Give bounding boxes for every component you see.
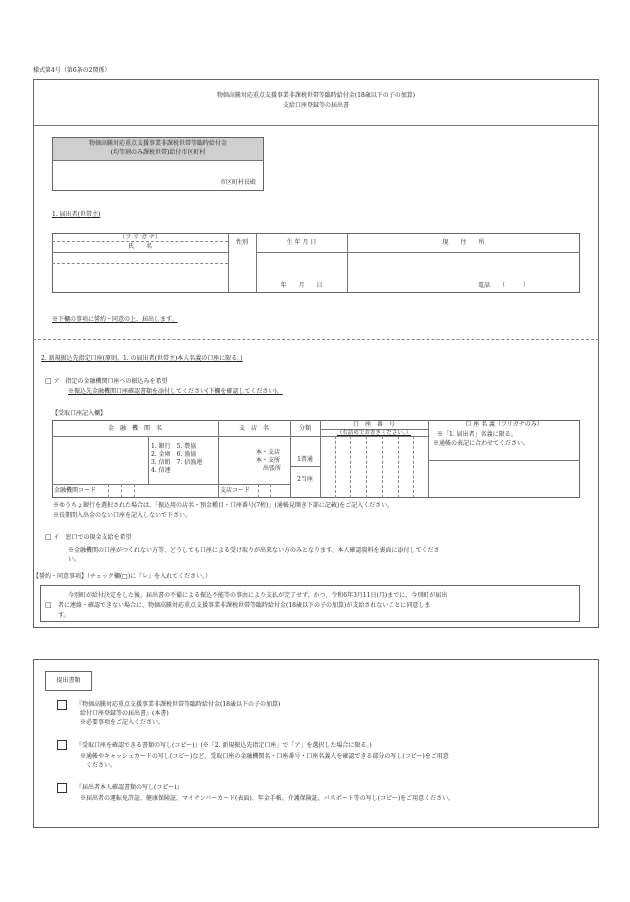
account-holder-header: 口 座 名 義（フリガナのみ） <box>465 421 543 428</box>
option-i-note-2: い。 <box>68 556 81 563</box>
pledge-line-1: 今別町が給付決定をした後、届出書の不備による振込不能等の事由により支払が完了せず、かつ、令和6年3月11日(月)までに、今別町が届出 <box>68 592 448 599</box>
birthdate-format: 年 月 日 <box>280 282 323 289</box>
option-i-label: イ 窓口での現金支給を希望 <box>53 534 132 541</box>
document-1-title-2: 給付口座登録等の届出書』(本書) <box>80 710 169 717</box>
account-type-2: 2当座 <box>297 476 313 483</box>
bank-code-label: 金融機関コード <box>54 487 97 494</box>
birthdate-label: 生 年 月 日 <box>286 239 317 246</box>
document-2-checkbox[interactable] <box>57 740 67 750</box>
consent-note: ※下欄の事項に誓約・同意の上、届出します。 <box>52 316 178 323</box>
pledge-consent-checkbox[interactable]: □ <box>45 601 52 609</box>
account-number-subheader: （右詰めでお書きください。） <box>336 430 412 436</box>
documents-label: 提出書類 <box>56 677 81 684</box>
document-3-title: 『届出者本人確認書類の写し(コピー)』 <box>76 784 183 791</box>
pledge-line-2: 者に連絡・確認できない場合に、物価高騰対応重点支援事業非課税世帯等臨時給付金(18歳以下の子の加算)が支給されないことに同意しま <box>58 602 431 609</box>
option-a-note: ※振込先金融機関口座確認書類を添付してください(下欄を確認してください)。 <box>68 388 283 395</box>
option-i[interactable] <box>45 533 132 542</box>
document-2-note-2: ください。 <box>86 762 117 769</box>
branch-code-label: 支店コード <box>220 487 251 494</box>
yucho-note: ※ゆうちょ銀行を選択された場合は、「振込用の店名・預金種目・口座番号(7桁)」(通帳見開き下部に記載)をご記入ください。 <box>53 502 394 509</box>
form-subtitle: 支給口座登録等の届出書 <box>282 102 349 109</box>
bank-type-2: 2. 金庫 6. 漁協 <box>151 451 197 458</box>
pledge-heading: 【誓約・同意事項】（チェック欄(□)に『レ』を入れてください。） <box>33 573 212 580</box>
holder-note-2: ※通帳の表記に合わせてください。 <box>433 440 530 447</box>
form-title: 物価高騰対応重点支援事業非課税世帯等臨時給付金(18歳以下の子の加算) <box>216 92 416 99</box>
address-label: 現 住 所 <box>442 239 485 246</box>
addressee-line2: (均等割のみ課税世帯)給付市区町村 <box>110 149 206 156</box>
phone-label: 電話 （ ） <box>478 282 530 289</box>
holder-note-1: ※「1. 届出者」名義に限る。 <box>437 431 517 438</box>
branch-name-header: 支 店 名 <box>238 425 269 432</box>
pledge-line-3: す。 <box>58 612 70 619</box>
branch-type-2: 本・支所 <box>256 457 281 464</box>
section2-heading: 2. 新規振込先指定口座(原則、1. の届出者(世帯主)本人名義の口座に限る。) <box>41 355 243 362</box>
form-number: 様式第4号（第6条の2関係） <box>33 67 111 74</box>
bank-name-header: 金 融 機 関 名 <box>107 425 162 432</box>
option-i-checkbox[interactable]: □ <box>45 533 52 541</box>
account-type-1: 1普通 <box>297 456 313 463</box>
option-a-label: ア 指定の金融機関口座への振込みを希望 <box>53 378 168 385</box>
branch-type-3: 出張所 <box>263 465 282 472</box>
option-a-checkbox[interactable]: □ <box>45 377 52 385</box>
bank-type-1: 1. 銀行 5. 農協 <box>151 443 197 450</box>
gender-label: 性別 <box>235 239 248 246</box>
option-i-note-1: ※金融機関の口座がつくれない方等、どうしても口座による受け取りが出来ない方のみとなります。本人確認資料を裏面に添付してくださ <box>68 547 440 554</box>
longterm-note: ※長期間入出金のない口座を記入しないで下さい。 <box>53 512 192 519</box>
addressee-line1: 物価高騰対応重点支援事業非課税世帯等臨時給付金 <box>88 140 227 147</box>
account-number-header: 口 座 番 号 <box>352 421 395 428</box>
document-1-checkbox[interactable] <box>57 700 67 710</box>
document-1-title: 『物価高騰対応重点支援事業非課税世帯等臨時給付金(18歳以下の子の加算) <box>76 701 281 708</box>
document-1-note: ※必要事項をご記入ください。 <box>80 719 165 726</box>
option-a[interactable] <box>45 377 168 386</box>
addressee-mayor: 市区町村長殿 <box>219 179 256 186</box>
document-2-title: 『受取口座を確認できる書類の写し(コピー)』(※「2. 新規振込先指定口座」で「ア」を選択した場合に限る。) <box>76 742 372 749</box>
account-type-header: 分類 <box>298 425 311 432</box>
branch-type-1: 本・支店 <box>256 449 281 456</box>
document-3-note: ※届出者の運転免許証、健康保険証、マイナンバーカード(表面)、年金手帳、介護保険証、パスポート等の写し(コピー)をご用意ください。 <box>80 795 455 802</box>
document-2-note: ※通帳やキャッシュカードの写し(コピー)など、受取口座の金融機関名・口座番号・口座名義人を確認できる部分の写し(コピー)をご用意 <box>80 753 449 760</box>
receive-account-label: 【受取口座記入欄】 <box>52 410 107 417</box>
document-3-checkbox[interactable] <box>57 783 67 793</box>
furigana-label: （フ リ ガ ナ） <box>119 234 161 241</box>
bank-type-3: 3. 信組 7. 信漁連 <box>151 459 203 466</box>
applicant-heading: 1. 届出者(世帯主) <box>52 211 101 218</box>
name-label: 氏 名 <box>127 243 152 250</box>
bank-type-4: 4. 信連 <box>151 467 171 474</box>
